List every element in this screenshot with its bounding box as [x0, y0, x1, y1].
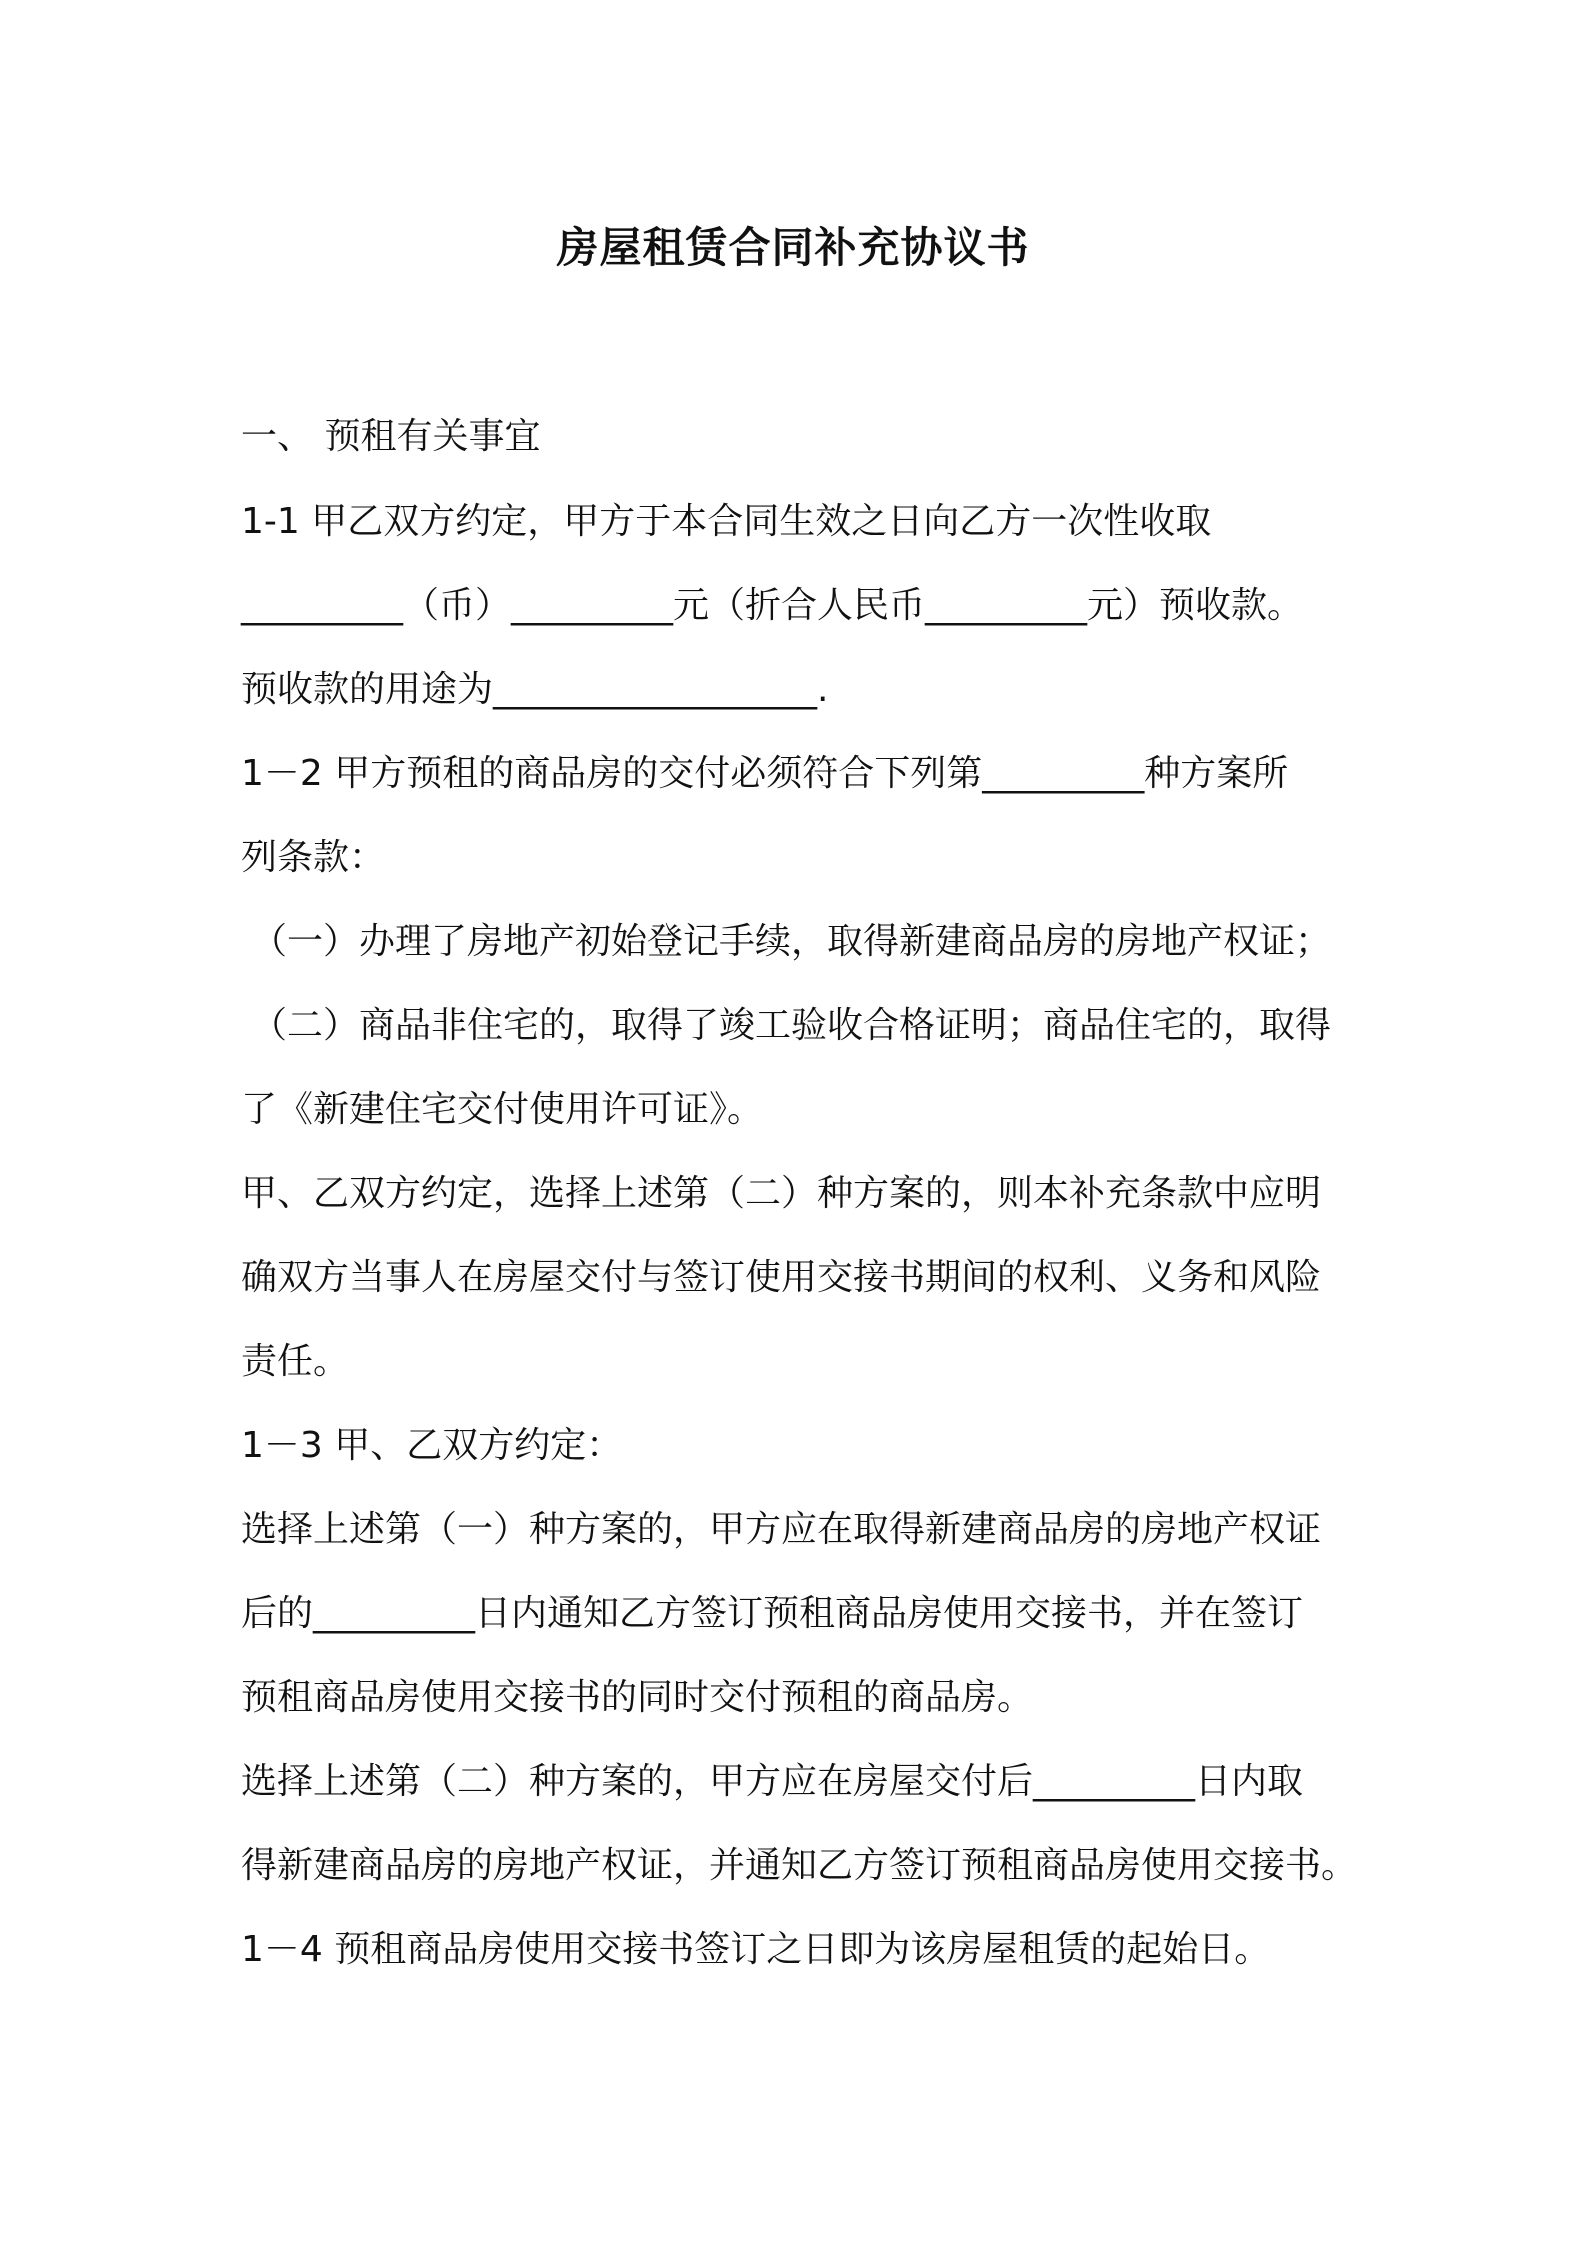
text-line: 1-1 甲乙双方约定，甲方于本合同生效之日向乙方一次性收取 [241, 501, 1212, 542]
text-line: 后的_________日内通知乙方签订预租商品房使用交接书，并在签订 [241, 1593, 1304, 1634]
text-line: 1－2 甲方预租的商品房的交付必须符合下列第_________种方案所 [241, 753, 1289, 794]
text-line: 甲、乙双方约定，选择上述第（二）种方案的，则本补充条款中应明 [241, 1173, 1322, 1214]
text-line: 1－4 预租商品房使用交接书签订之日即为该房屋租赁的起始日。 [241, 1929, 1271, 1970]
text-line: （一）办理了房地产初始登记手续，取得新建商品房的房地产权证； [251, 921, 1332, 962]
text-line: 了《新建住宅交付使用许可证》。 [241, 1089, 764, 1130]
text-line: 选择上述第（一）种方案的，甲方应在取得新建商品房的房地产权证 [241, 1509, 1322, 1550]
document-title: 房屋租赁合同补充协议书 [556, 223, 1030, 272]
text-line: 责任。 [241, 1341, 350, 1382]
text-line: 确双方当事人在房屋交付与签订使用交接书期间的权利、义务和风险 [241, 1257, 1322, 1298]
text-line: 预租商品房使用交接书的同时交付预租的商品房。 [241, 1677, 1034, 1718]
text-line: （二）商品非住宅的，取得了竣工验收合格证明；商品住宅的，取得 [251, 1005, 1332, 1046]
text-line: 预收款的用途为__________________. [241, 669, 829, 710]
text-line: 1－3 甲、乙双方约定： [241, 1425, 623, 1466]
text-line: _________（币）_________元（折合人民币_________元）预收款。 [241, 585, 1304, 626]
text-line: 得新建商品房的房地产权证，并通知乙方签订预租商品房使用交接书。 [241, 1845, 1358, 1886]
section-heading: 一、 预租有关事宜 [241, 416, 541, 457]
text-line: 选择上述第（二）种方案的，甲方应在房屋交付后_________日内取 [241, 1761, 1304, 1802]
text-line: 列条款： [241, 837, 386, 878]
